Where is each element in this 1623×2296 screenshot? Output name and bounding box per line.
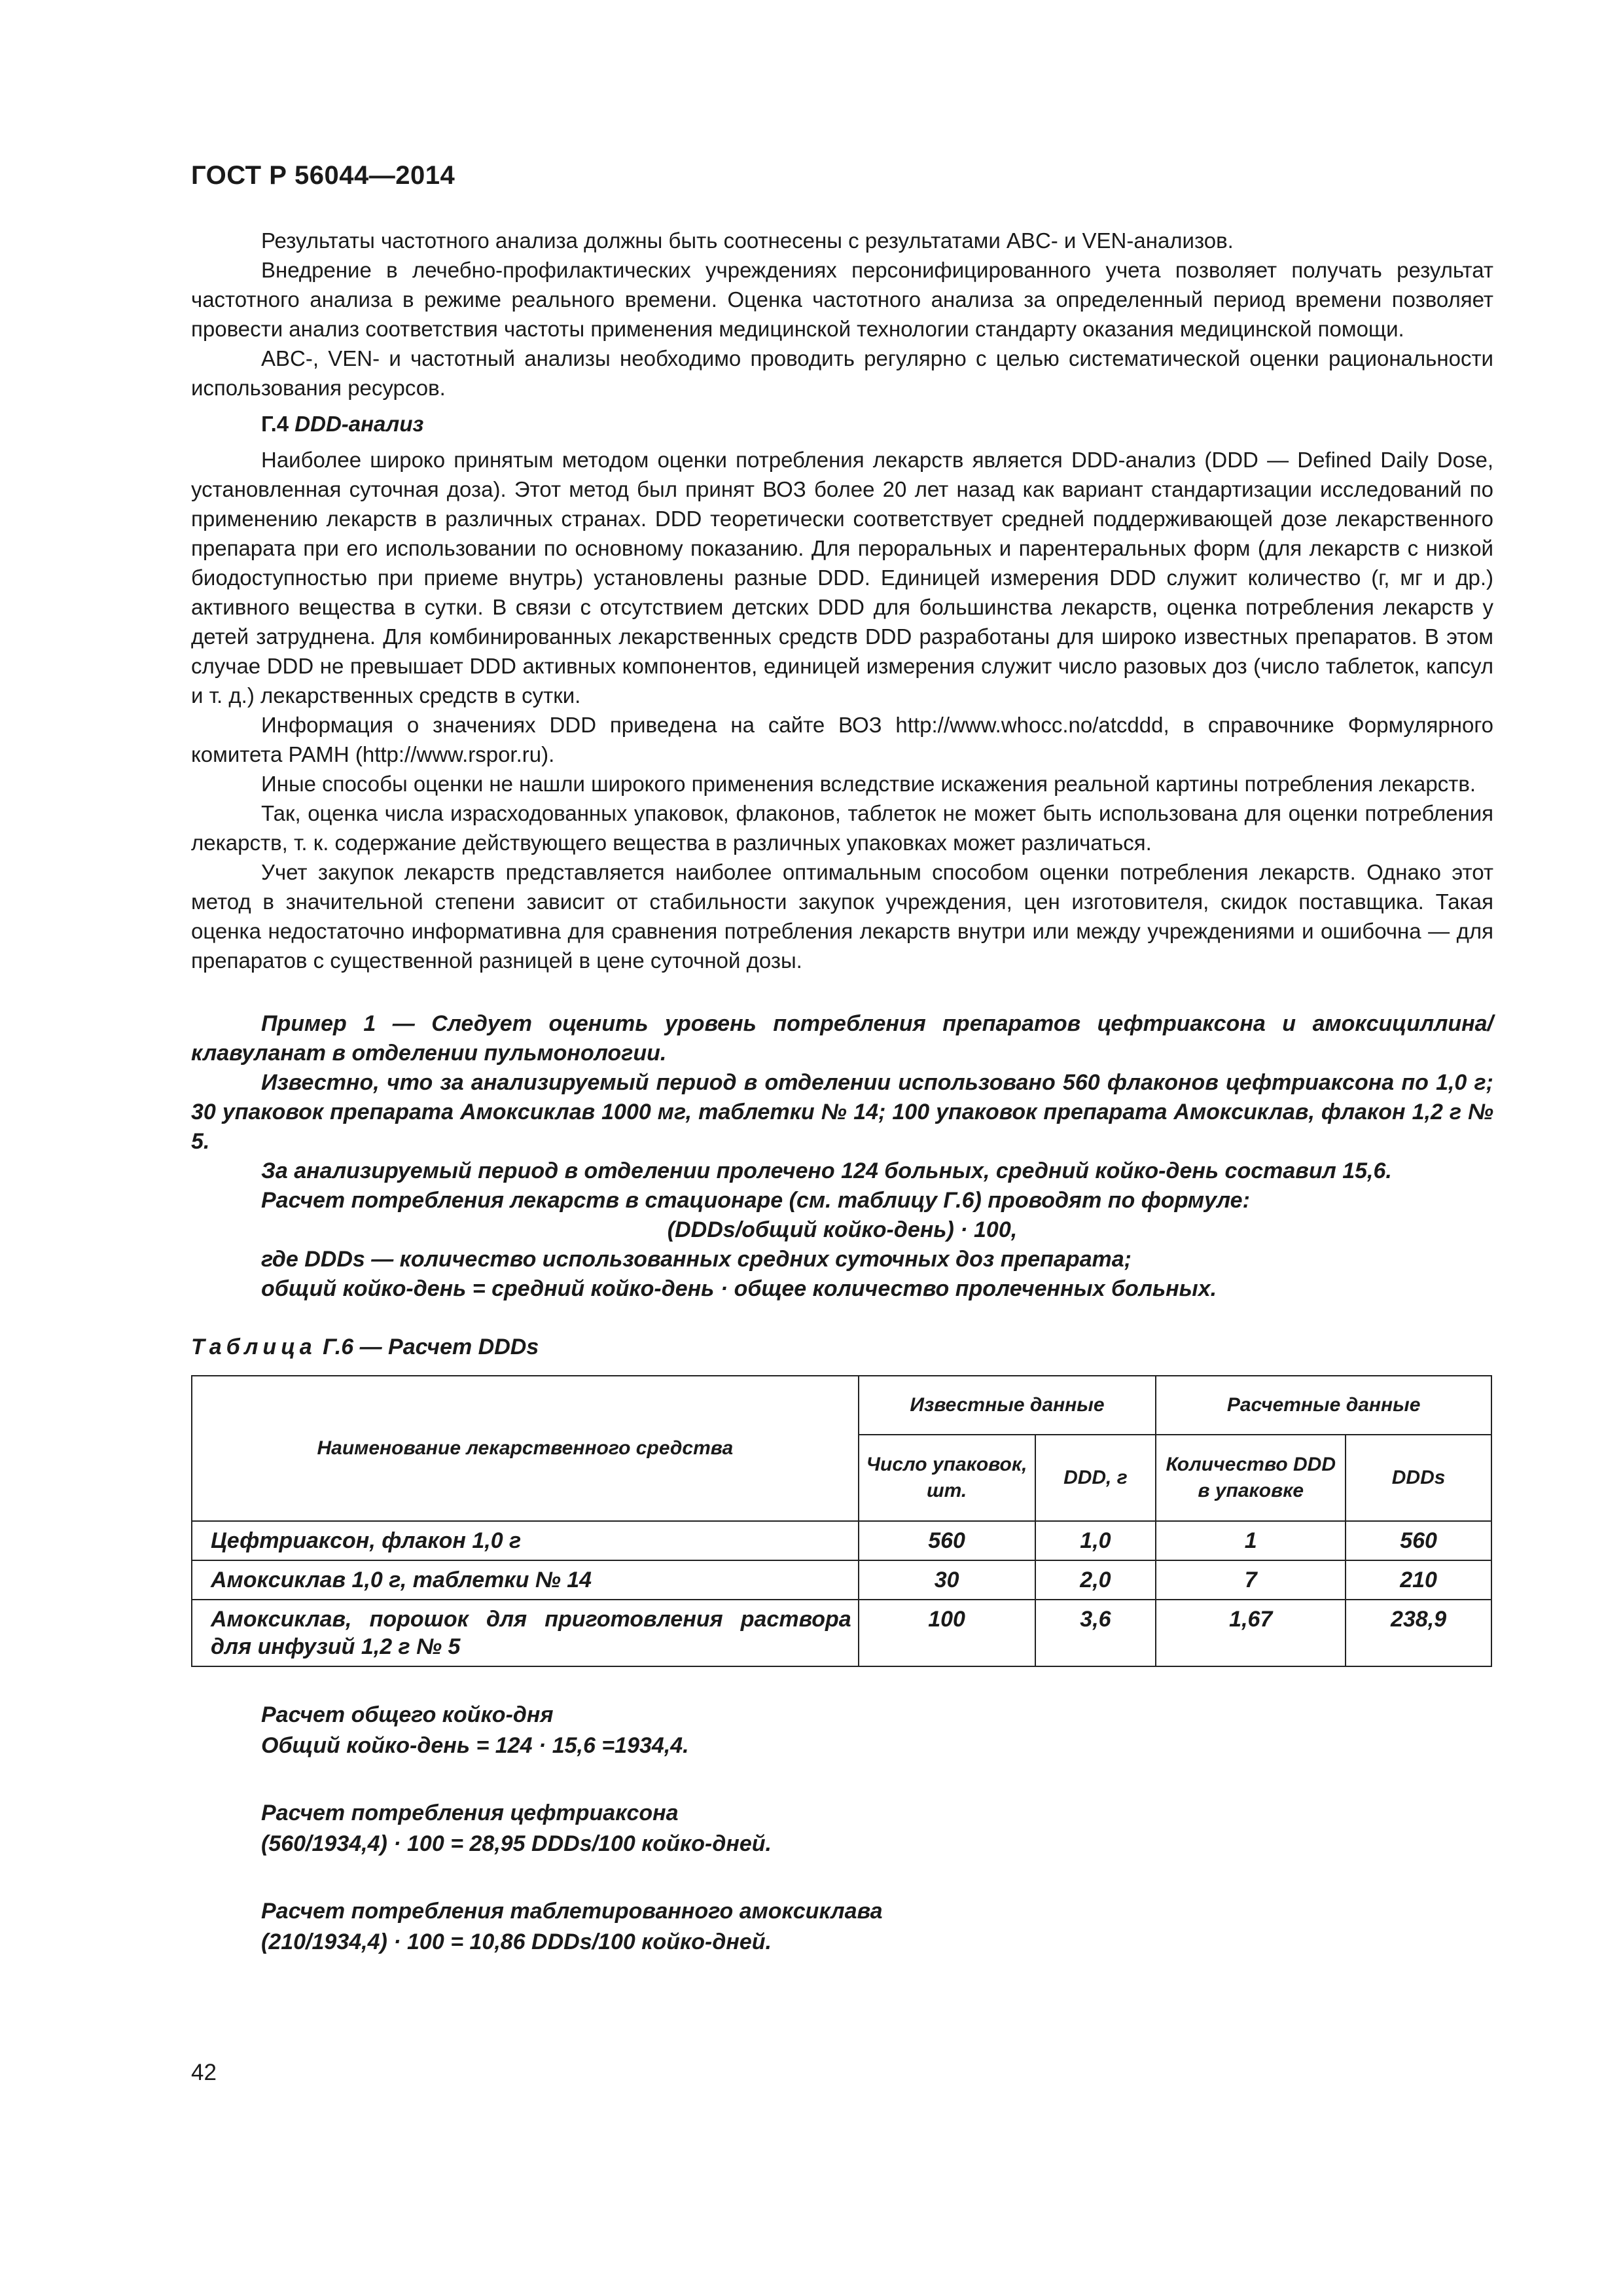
table-header-ddds: DDDs: [1346, 1435, 1491, 1521]
example-line: Расчет потребления лекарств в стационаре (см. таблицу Г.6) проводят по формуле:: [261, 1188, 1250, 1213]
cell-ddd-per-pack: 1,67: [1156, 1600, 1346, 1666]
calc-block: [261, 1896, 1493, 1958]
section-paragraph: Иные способы оценки не нашли широкого применения вследствие искажения реальной картины потребления лекарств.: [261, 772, 1476, 796]
calc-title: Расчет потребления цефтриаксона: [261, 1801, 679, 1825]
table-title: [191, 1333, 1493, 1362]
calc-formula: (210/1934,4) · 100 = 10,86 DDDs/100 койко-дней.: [261, 1929, 772, 1954]
calc-formula: Общий койко-день = 124 · 15,6 =1934,4.: [261, 1733, 689, 1758]
table-row: [192, 1600, 1491, 1666]
section-title: DDD-анализ: [294, 412, 424, 436]
section-number: Г.4: [261, 412, 289, 436]
table-header-ddd-g: DDD, г: [1035, 1435, 1156, 1521]
cell-ddds: 560: [1346, 1521, 1491, 1560]
calc-block: [261, 1798, 1493, 1859]
cell-ddd-g: 3,6: [1035, 1600, 1156, 1666]
page-number: 42: [191, 2060, 217, 2085]
cell-ddd-per-pack: 7: [1156, 1560, 1346, 1600]
table-row: [192, 1560, 1491, 1600]
section-paragraph: Наиболее широко принятым методом оценки потребления лекарств является DDD-анализ (DDD — Defined Daily Dose, установленная суточная доза). Этот метод был принят ВОЗ более 20 лет назад как вариант стандартизации исследований по применению лекарств в различных странах. DDD теоретически соответствует средней поддерживающей дозе лекарственного препарата при его использовании по основному показанию. Для пероральных и парентеральных форм (для лекарств с низкой биодоступностью при приеме внутрь) установлены разные DDD. Единицей измерения DDD служит количество (г, мг и др.) активного вещества в сутки. В связи с отсутствием детских DDD для большинства лекарств, оценка потребления лекарств у детей затруднена. Для комбинированных лекарственных средств DDD разработаны для широко известных препаратов. В этом случае DDD не превышает DDD активных компонентов, единицей измерения служит число разовых доз (число таблеток, капсул и т. д.) лекарственных средств в сутки.: [191, 448, 1493, 708]
cell-ddd-g: 1,0: [1035, 1521, 1156, 1560]
example-where: общий койко-день = средний койко-день · общее количество пролеченных больных.: [261, 1276, 1217, 1301]
calc-formula: (560/1934,4) · 100 = 28,95 DDDs/100 койко-дней.: [261, 1831, 772, 1856]
paragraph: ABC-, VEN- и частотный анализы необходимо проводить регулярно с целью систематической оценки рациональности использования ресурсов.: [191, 346, 1493, 400]
table-header-known: Известные данные: [859, 1376, 1156, 1435]
cell-ddds: 238,9: [1346, 1600, 1491, 1666]
paragraph: Внедрение в лечебно-профилактических учреждениях персонифицированного учета позволяет получать результат частотного анализа в режиме реального времени. Оценка частотного анализа за определенный период времени позволяет провести анализ соответствия частоты применения медицинской технологии стандарту оказания медицинской помощи.: [191, 258, 1493, 341]
table-header-name: Наименование лекарственного средства: [192, 1376, 859, 1521]
ddd-table: [191, 1375, 1492, 1667]
calc-block: [261, 1700, 1493, 1761]
page-content: [191, 226, 1493, 1994]
table-header-calc: Расчетные данные: [1156, 1376, 1491, 1435]
cell-packs: 30: [859, 1560, 1035, 1600]
calculations: [191, 1700, 1493, 1958]
table-title-rest: Г.6 — Расчет DDDs: [323, 1335, 539, 1359]
cell-ddd-per-pack: 1: [1156, 1521, 1346, 1560]
paragraph: Результаты частотного анализа должны быть соотнесены с результатами ABC- и VEN-анализов.: [261, 228, 1234, 253]
example-block: [191, 1009, 1493, 1304]
table-header-packs: Число упаковок, шт.: [859, 1435, 1035, 1521]
section-heading: [191, 409, 1493, 439]
cell-name: Амоксиклав 1,0 г, таблетки № 14: [192, 1560, 859, 1600]
example-where: где DDDs — количество использованных средних суточных доз препарата;: [261, 1247, 1132, 1272]
section-paragraph: Так, оценка числа израсходованных упаковок, флаконов, таблеток не может быть использована для оценки потребления лекарств, т. к. содержание действующего вещества в различных упаковках может различаться.: [191, 801, 1493, 855]
cell-name: Амоксиклав, порошок для приготовления раствора для инфузий 1,2 г № 5: [192, 1600, 859, 1666]
cell-name: Цефтриаксон, флакон 1,0 г: [192, 1521, 859, 1560]
section-paragraph: Информация о значениях DDD приведена на сайте ВОЗ http://www.whocc.no/atcddd, в справочнике Формулярного комитета РАМН (http://www.rspor.ru).: [191, 713, 1493, 766]
cell-ddds: 210: [1346, 1560, 1491, 1600]
table-title-word: Таблица: [191, 1335, 317, 1359]
calc-title: Расчет общего койко-дня: [261, 1702, 554, 1727]
example-line: Пример 1 — Следует оценить уровень потребления препаратов цефтриаксона и амоксициллина/клавуланат в отделении пульмонологии.: [191, 1011, 1493, 1066]
table-row: [192, 1521, 1491, 1560]
example-line: За анализируемый период в отделении пролечено 124 больных, средний койко-день составил 15,6.: [261, 1158, 1392, 1183]
cell-ddd-g: 2,0: [1035, 1560, 1156, 1600]
calc-title: Расчет потребления таблетированного амоксиклава: [261, 1899, 883, 1924]
doc-header-code: ГОСТ Р 56044—2014: [191, 161, 455, 190]
table-header-ddd-per-pack: Количество DDD в упаковке: [1156, 1435, 1346, 1521]
example-line: Известно, что за анализируемый период в отделении использовано 560 флаконов цефтриаксона по 1,0 г; 30 упаковок препарата Амоксиклав 1000 мг, таблетки № 14; 100 упаковок препарата Амоксиклав, флакон 1,2 г № 5.: [191, 1070, 1493, 1154]
cell-packs: 560: [859, 1521, 1035, 1560]
section-paragraph: Учет закупок лекарств представляется наиболее оптимальным способом оценки потребления лекарств. Однако этот метод в значительной степени зависит от стабильности закупок учреждения, цен изготовителя, скидок поставщика. Такая оценка недостаточно информативна для сравнения потребления лекарств внутри или между учреждениями и ошибочна — для препаратов с существенной разницей в цене суточной дозы.: [191, 860, 1493, 973]
cell-packs: 100: [859, 1600, 1035, 1666]
example-formula: (DDDs/общий койко-день) · 100,: [667, 1217, 1018, 1242]
